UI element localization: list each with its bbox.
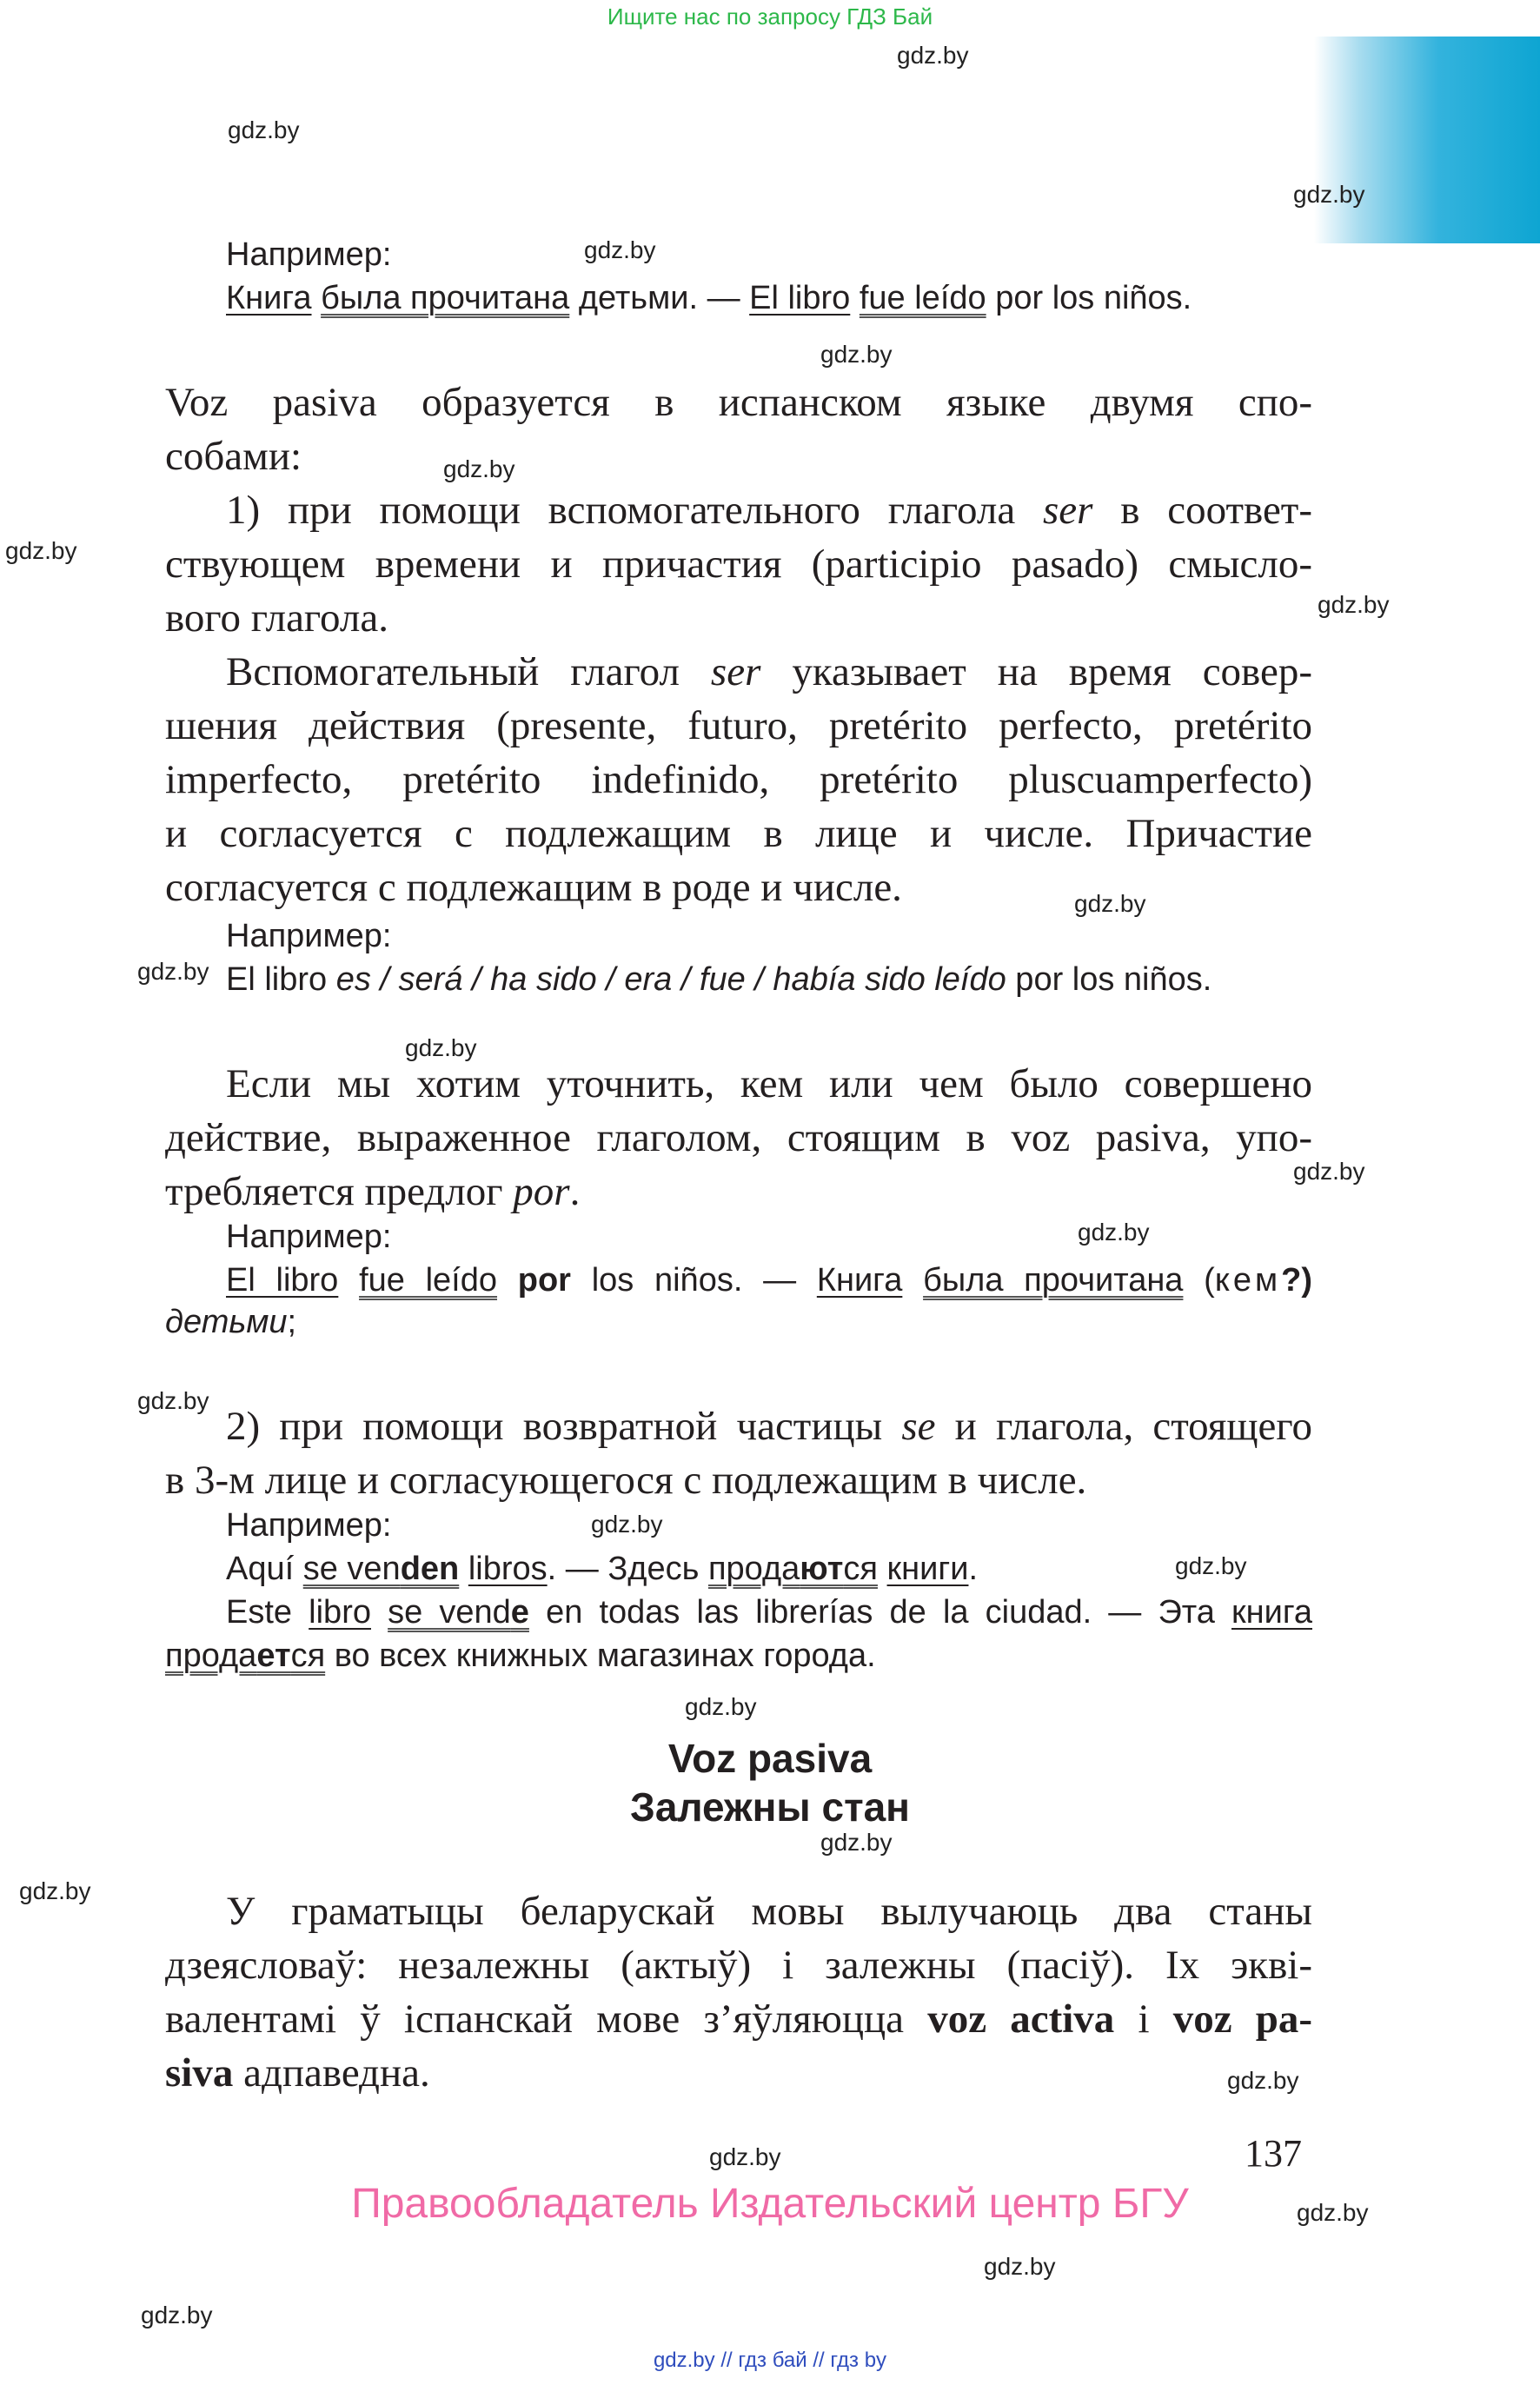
para2-line3: вого глагола. [165, 595, 388, 641]
example-sentence-4: Aquí se venden libros. — Здесь продаются книги. [226, 1551, 979, 1587]
example-label: Например: [226, 918, 392, 954]
para2-line2: ствующем времени и причастия (participio pasado) смысло- [165, 541, 1312, 587]
example-label: Например: [226, 1507, 392, 1544]
watermark: gdz.by [405, 1034, 477, 1061]
section-title: Voz pasiva [667, 1736, 873, 1781]
es-subject: El libro [749, 280, 851, 316]
watermark: gdz.by [685, 1693, 757, 1720]
watermark: gdz.by [1318, 591, 1390, 618]
example-sentence-1: Книга была прочитана детьми. — El libro fue leído por los niños. [226, 280, 1192, 316]
watermark: gdz.by [1175, 1552, 1247, 1579]
watermark: gdz.by [820, 1829, 893, 1856]
para4-line1: Если мы хотим уточнить, кем или чем было совершено [226, 1061, 1312, 1106]
watermark: gdz.by [19, 1877, 91, 1904]
para5-line2: в 3-м лице и согласующегося с подлежащим в числе. [165, 1458, 1087, 1503]
watermark: gdz.by [1074, 890, 1146, 917]
copyright-notice: Правообладатель Издательский центр БГУ [351, 2181, 1189, 2227]
watermark: gdz.by [584, 236, 656, 263]
watermark: gdz.by [443, 455, 515, 482]
example-sentence-3: El libro fue leído por los niños. — Книга была прочитана (кем?) [226, 1262, 1313, 1299]
footer-link-gdz-by[interactable]: гдз by [830, 2348, 887, 2372]
watermark: gdz.by [897, 42, 969, 69]
para4-line2: действие, выраженное глаголом, стоящим в voz pasiva, упо- [165, 1115, 1312, 1160]
watermark: gdz.by [591, 1511, 663, 1538]
watermark: gdz.by [137, 958, 209, 985]
watermark: gdz.by [1293, 1158, 1365, 1185]
es-predicate: fue leído [859, 280, 986, 316]
example-label: Например: [226, 1219, 392, 1255]
para4-line3: требляется предлог por. [165, 1169, 581, 1214]
para3-line3: imperfecto, pretérito indefinido, pretérito pluscuamperfecto) [165, 757, 1312, 802]
example-label: Например: [226, 236, 392, 273]
watermark: gdz.by [820, 341, 893, 368]
example-sentence-3-cont: детьми; [165, 1304, 297, 1340]
page-number: 137 [1245, 2132, 1302, 2175]
para6-line1: У граматыцы беларускай мовы вылучаюць два станы [226, 1889, 1312, 1934]
watermark: gdz.by [5, 537, 77, 564]
footer-links: gdz.by // гдз бай // гдз by [653, 2348, 887, 2372]
para6-line2: дзеясловаў: незалежны (актыў) і залежны (пасіў). Іх эквi- [165, 1943, 1312, 1988]
corner-color-tab [1314, 37, 1540, 243]
para6-line3: валентамі ў іспанскай мове з’яўляюцца voz activa і voz pa- [165, 1996, 1313, 2042]
watermark: gdz.by [1297, 2199, 1369, 2226]
watermark: gdz.by [984, 2253, 1056, 2280]
para6-line4: siva адпаведна. [165, 2050, 430, 2096]
watermark: gdz.by [141, 2302, 213, 2329]
example-sentence-5: Este libro se vende en todas las librerías de la ciudad. — Эта книга [226, 1594, 1312, 1631]
watermark: gdz.by [1227, 2067, 1299, 2094]
footer-link-gdz[interactable]: gdz.by [653, 2348, 715, 2372]
para2-line1: 1) при помощи вспомогательного глагола ser в соответ- [226, 488, 1312, 533]
para1-line2: собами: [165, 434, 302, 479]
example-sentence-2: El libro es / será / ha sido / era / fue / había sido leído por los niños. [226, 961, 1212, 998]
watermark: gdz.by [1078, 1219, 1150, 1246]
footer-link-gdz-bai[interactable]: гдз бай [738, 2348, 807, 2372]
watermark: gdz.by [1293, 181, 1365, 208]
para5-line1: 2) при помощи возвратной частицы se и глагола, стоящего [226, 1404, 1313, 1449]
watermark: gdz.by [228, 116, 300, 143]
section-subtitle: Залежны стан [630, 1784, 910, 1830]
para3-line5: согласуется с подлежащим в роде и числе. [165, 865, 902, 910]
watermark: gdz.by [709, 2143, 781, 2170]
example-sentence-5-cont: продается во всех книжных магазинах города. [165, 1638, 876, 1674]
para3-line4: и согласуется с подлежащим в лице и числе. Причастие [165, 811, 1312, 856]
para3-line2: шения действия (presente, futuro, pretérito perfecto, pretérito [165, 703, 1312, 748]
ru-subject: Книга [226, 280, 312, 316]
ru-predicate: была прочитана [321, 280, 570, 316]
para3-line1: Вспомогательный глагол ser указывает на время совер- [226, 649, 1312, 694]
para1-line1: Voz pasiva образуется в испанском языке двумя спо- [165, 380, 1312, 425]
watermark: gdz.by [137, 1387, 209, 1414]
search-hint: Ищите нас по запросу ГДЗ Бай [607, 3, 933, 30]
